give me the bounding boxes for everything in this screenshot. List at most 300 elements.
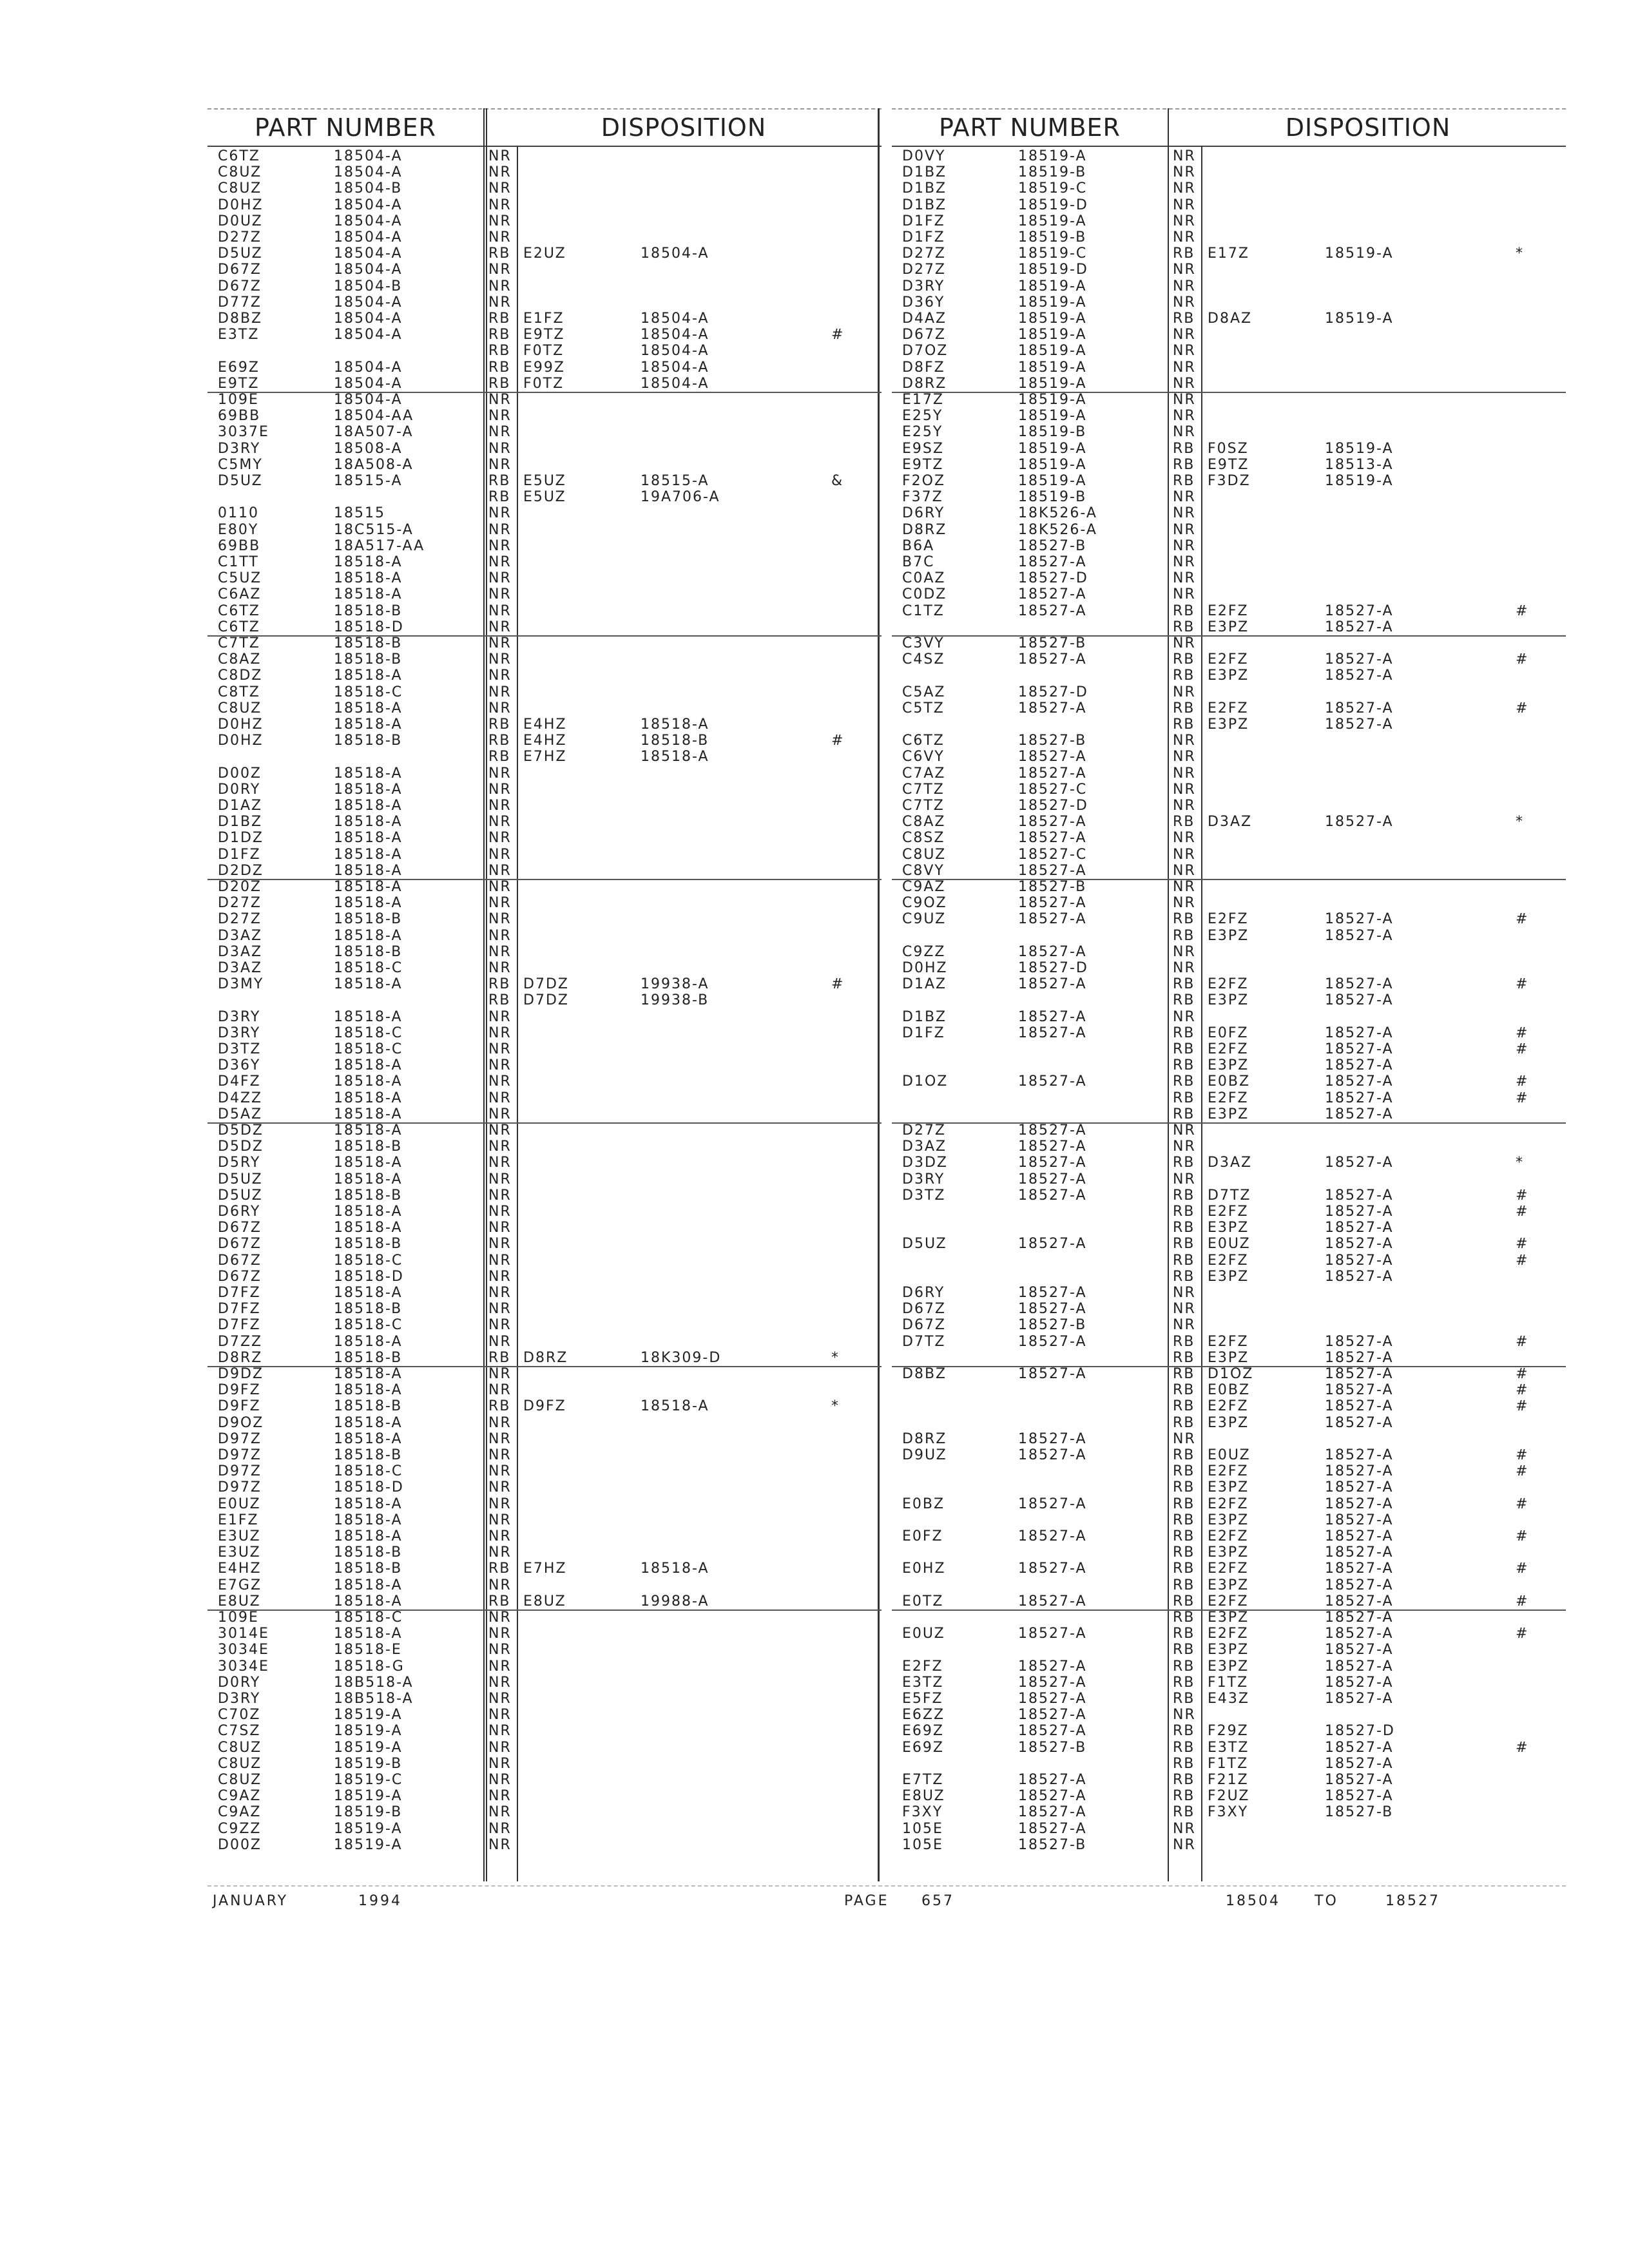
part-number: 18518-A [334, 862, 403, 879]
note-mark: # [1516, 1447, 1529, 1463]
part-prefix: D3RY [902, 1171, 945, 1187]
part-number: 18527-A [1018, 602, 1087, 619]
disposition-code: RB [1173, 1333, 1195, 1350]
part-number: 18518-A [334, 1008, 403, 1025]
replacement-number: 18527-A [1325, 1642, 1394, 1658]
part-prefix: C7AZ [902, 765, 946, 782]
disposition-code: NR [488, 1301, 512, 1318]
table-row [892, 1057, 1566, 1073]
table-row [892, 1756, 1566, 1772]
part-number: 18527-A [1018, 1593, 1087, 1610]
replacement-number: 18527-A [1325, 1333, 1394, 1350]
replacement-number: 18518-A [641, 749, 709, 765]
part-number: 18519-A [1018, 359, 1087, 376]
part-prefix: C6AZ [218, 586, 262, 603]
table-row [207, 782, 882, 798]
replacement-number: 18527-A [1325, 1155, 1394, 1171]
disposition-code: NR [488, 586, 512, 603]
part-number: 18504-A [334, 327, 403, 343]
part-number: 18504-A [334, 245, 403, 262]
part-number: 18504-A [334, 311, 403, 327]
part-prefix: D67Z [218, 278, 262, 294]
part-number: 18518-A [334, 1414, 403, 1431]
table-row [207, 489, 882, 505]
part-prefix: D1AZ [218, 798, 263, 814]
table-row [892, 895, 1566, 911]
disposition-code: NR [1173, 554, 1196, 570]
table-row [892, 1707, 1566, 1723]
table-row [207, 1658, 882, 1675]
footer-range-from: 18504 [1226, 1893, 1280, 1909]
disposition-code: NR [488, 262, 512, 278]
replacement-number: 18527-A [1325, 1106, 1394, 1122]
table-row [892, 1285, 1566, 1301]
part-prefix: D0RY [218, 781, 261, 798]
part-prefix: D27Z [218, 895, 262, 912]
part-prefix: D3AZ [902, 1139, 947, 1155]
disposition-code: RB [1173, 1723, 1195, 1740]
part-number: 18518-A [334, 1593, 403, 1610]
note-mark: # [1516, 1398, 1529, 1415]
part-prefix: D67Z [902, 1301, 947, 1318]
replacement-number: 18527-B [1325, 1804, 1394, 1821]
part-number: 18518-A [334, 1122, 403, 1139]
disposition-code: NR [488, 440, 512, 457]
disposition-code: RB [1173, 1024, 1195, 1041]
table-row [207, 1772, 882, 1788]
replacement-number: 18527-A [1325, 1512, 1394, 1528]
disposition-code: NR [1173, 343, 1196, 360]
replacement-prefix: E2FZ [1208, 1626, 1249, 1642]
part-prefix: E5FZ [902, 1691, 943, 1707]
part-number: 18519-A [334, 1788, 403, 1805]
table-row [207, 1204, 882, 1220]
replacement-number: 18519-A [1325, 245, 1394, 262]
part-prefix: E69Z [902, 1739, 944, 1756]
part-prefix: E3TZ [902, 1674, 944, 1691]
replacement-number: 18527-A [1325, 1772, 1394, 1788]
part-prefix: C5MY [218, 456, 263, 473]
part-prefix: C8TZ [218, 684, 260, 700]
note-mark: * [831, 1349, 840, 1366]
part-number: 18518-A [334, 846, 403, 863]
table-row [892, 213, 1566, 229]
part-number: 18527-B [1018, 733, 1087, 749]
disposition-code: NR [1173, 781, 1196, 798]
part-number: 18B518-A [334, 1691, 414, 1707]
part-prefix: E1FZ [218, 1512, 259, 1528]
part-prefix: D67Z [902, 327, 947, 343]
part-number: 18527-A [1018, 1187, 1087, 1204]
replacement-prefix: E17Z [1208, 245, 1249, 262]
replacement-number: 18504-A [641, 343, 709, 360]
table-row [207, 1139, 882, 1155]
disposition-code: NR [488, 1820, 512, 1837]
table-row [892, 245, 1566, 262]
part-number: 18518-A [334, 1090, 403, 1106]
table-row [207, 311, 882, 327]
table-row [207, 1837, 882, 1853]
replacement-prefix: E3PZ [1208, 1268, 1249, 1285]
replacement-prefix: F1TZ [1208, 1755, 1249, 1772]
table-row [207, 1285, 882, 1301]
part-number: 18518-B [334, 943, 403, 960]
disposition-code: NR [1173, 895, 1196, 912]
part-prefix: 3034E [218, 1642, 269, 1658]
disposition-code: NR [1173, 733, 1196, 749]
disposition-code: NR [1173, 164, 1196, 181]
part-prefix: D8RZ [902, 521, 947, 538]
note-mark: # [1516, 1024, 1529, 1041]
part-prefix: D27Z [902, 245, 947, 262]
part-prefix: 105E [902, 1820, 943, 1837]
part-number: 18518-C [334, 1252, 403, 1269]
table-row [207, 863, 882, 880]
replacement-prefix: E2FZ [1208, 651, 1249, 668]
part-prefix: E0UZ [218, 1495, 261, 1512]
table-row [892, 1269, 1566, 1285]
table-row [892, 1577, 1566, 1593]
disposition-code: NR [488, 1804, 512, 1821]
disposition-code: RB [488, 992, 511, 1009]
disposition-code: RB [1173, 1220, 1195, 1236]
part-number: 18527-A [1018, 1024, 1087, 1041]
table-row [892, 1642, 1566, 1658]
replacement-number: 18527-D [1325, 1723, 1395, 1740]
replacement-prefix: E3PZ [1208, 1414, 1249, 1431]
disposition-code: RB [1173, 1268, 1195, 1285]
disposition-code: RB [1173, 1544, 1195, 1561]
part-number: 18518-A [334, 554, 403, 570]
disposition-code: RB [1173, 311, 1195, 327]
part-prefix: D5UZ [218, 1187, 263, 1204]
disposition-code: NR [1173, 570, 1196, 587]
table-row [207, 327, 882, 343]
disposition-code: NR [488, 294, 512, 311]
disposition-code: NR [488, 1106, 512, 1122]
note-mark: * [1516, 245, 1524, 262]
part-prefix: E7GZ [218, 1577, 262, 1593]
table-row [892, 976, 1566, 992]
disposition-code: NR [1173, 327, 1196, 343]
part-prefix: E3UZ [218, 1544, 261, 1561]
disposition-code: NR [488, 960, 512, 976]
part-prefix: D97Z [218, 1479, 262, 1496]
disposition-code: NR [1173, 213, 1196, 229]
disposition-code: NR [488, 1204, 512, 1220]
note-mark: # [831, 976, 845, 993]
replacement-number: 18527-A [1325, 1090, 1394, 1106]
table-row [207, 294, 882, 311]
disposition-code: NR [1173, 749, 1196, 765]
part-prefix: C8UZ [218, 164, 262, 181]
part-prefix: C8UZ [218, 700, 262, 716]
table-row [892, 1025, 1566, 1041]
disposition-code: NR [1173, 765, 1196, 782]
part-number: 18518-C [334, 1463, 403, 1480]
disposition-code: NR [488, 1528, 512, 1544]
part-number: 18B518-A [334, 1674, 414, 1691]
table-row [892, 1788, 1566, 1804]
disposition-code: NR [488, 1642, 512, 1658]
table-row [892, 879, 1566, 895]
disposition-code: NR [1173, 505, 1196, 522]
table-row [892, 505, 1566, 521]
disposition-code: NR [1173, 1301, 1196, 1318]
disposition-code: NR [1173, 846, 1196, 863]
part-prefix: D1FZ [902, 229, 945, 245]
table-row [892, 294, 1566, 311]
disposition-code: NR [488, 570, 512, 587]
part-prefix: D4ZZ [218, 1090, 263, 1106]
part-number: 18527-A [1018, 1008, 1087, 1025]
part-prefix: D00Z [218, 765, 262, 782]
disposition-code: NR [488, 1333, 512, 1350]
disposition-code: NR [488, 798, 512, 814]
table-row [207, 1366, 882, 1382]
replacement-number: 18527-A [1325, 668, 1394, 684]
table-row [892, 863, 1566, 880]
replacement-number: 18527-A [1325, 1398, 1394, 1415]
disposition-code: RB [1173, 1236, 1195, 1253]
part-prefix: D1FZ [218, 846, 261, 863]
disposition-code: RB [488, 359, 511, 376]
part-number: 18527-A [1018, 1301, 1087, 1318]
part-number: 18518-D [334, 1479, 404, 1496]
replacement-number: 18527-A [1325, 1577, 1394, 1593]
table-row [207, 1463, 882, 1479]
disposition-code: NR [488, 619, 512, 635]
table-row [207, 765, 882, 782]
part-prefix: C8DZ [218, 668, 263, 684]
table-row [892, 830, 1566, 846]
part-prefix: D97Z [218, 1430, 262, 1447]
table-row [207, 1122, 882, 1139]
disposition-code: RB [1173, 927, 1195, 944]
note-mark: # [1516, 1333, 1529, 1350]
replacement-number: 18513-A [1325, 456, 1394, 473]
disposition-code: RB [1173, 1073, 1195, 1090]
table-row [892, 1447, 1566, 1463]
table-row [892, 782, 1566, 798]
part-number: 18527-A [1018, 1804, 1087, 1821]
part-number: 18527-B [1018, 879, 1087, 895]
part-number: 18527-A [1018, 554, 1087, 570]
part-prefix: 0110 [218, 505, 259, 522]
replacement-prefix: E3PZ [1208, 619, 1249, 635]
disposition-code: NR [488, 1382, 512, 1399]
disposition-code: RB [488, 1398, 511, 1415]
part-prefix: C9AZ [218, 1804, 262, 1821]
part-prefix: D3RY [218, 1024, 261, 1041]
table-row [207, 1496, 882, 1512]
part-number: 18518-A [334, 765, 403, 782]
table-row [892, 992, 1566, 1008]
table-row [207, 1301, 882, 1317]
replacement-number: 18527-A [1325, 1204, 1394, 1220]
part-number: 18518-C [334, 1317, 403, 1334]
part-prefix: D0HZ [218, 716, 264, 733]
table-row [207, 1642, 882, 1658]
disposition-code: NR [1173, 798, 1196, 814]
table-row [892, 814, 1566, 830]
replacement-prefix: E2FZ [1208, 1090, 1249, 1106]
part-number: 18518-C [334, 1024, 403, 1041]
part-prefix: D97Z [218, 1463, 262, 1480]
part-number: 18A508-A [334, 456, 414, 473]
part-number: 18518-A [334, 976, 403, 993]
disposition-code: NR [488, 521, 512, 538]
table-row [892, 1090, 1566, 1106]
table-row [892, 1155, 1566, 1171]
part-prefix: D9OZ [218, 1414, 264, 1431]
part-prefix: D3RY [218, 1691, 261, 1707]
part-prefix: D1BZ [902, 180, 947, 197]
replacement-number: 18515-A [641, 473, 709, 489]
part-number: 18519-A [334, 1707, 403, 1724]
part-prefix: D3DZ [902, 1155, 948, 1171]
part-prefix: D67Z [902, 1317, 947, 1334]
part-number: 18518-A [334, 1057, 403, 1074]
part-prefix: E0HZ [902, 1561, 946, 1577]
part-number: 18518-B [334, 635, 403, 651]
part-number: 18519-C [334, 1772, 403, 1788]
table-row [892, 960, 1566, 976]
replacement-number: 18527-A [1325, 1610, 1394, 1626]
disposition-code: NR [488, 1495, 512, 1512]
replacement-number: 18519-A [1325, 311, 1394, 327]
table-row [892, 392, 1566, 408]
table-row [207, 1691, 882, 1707]
disposition-code: NR [1173, 960, 1196, 976]
disposition-code: NR [488, 537, 512, 554]
replacement-prefix: E2FZ [1208, 1528, 1249, 1544]
part-number: 18518-A [334, 1528, 403, 1544]
table-row [892, 1122, 1566, 1139]
disposition-code: RB [488, 733, 511, 749]
table-row [892, 311, 1566, 327]
part-prefix: D67Z [218, 1268, 262, 1285]
part-prefix: D7TZ [902, 1333, 946, 1350]
disposition-code: NR [488, 781, 512, 798]
note-mark: # [1516, 1187, 1529, 1204]
table-row [892, 1382, 1566, 1398]
disposition-code: RB [1173, 1204, 1195, 1220]
part-prefix: D6RY [902, 505, 945, 522]
table-row [892, 1009, 1566, 1025]
disposition-code: NR [488, 1723, 512, 1740]
part-number: 18527-A [1018, 1155, 1087, 1171]
part-prefix: D27Z [218, 229, 262, 245]
footer-year: 1994 [358, 1893, 402, 1909]
table-row [892, 1041, 1566, 1057]
part-prefix: D9FZ [218, 1398, 261, 1415]
part-number: 18508-A [334, 440, 403, 457]
table-row [892, 1675, 1566, 1691]
table-row [892, 1837, 1566, 1853]
disposition-code: NR [488, 1139, 512, 1155]
disposition-code: NR [488, 1236, 512, 1253]
replacement-prefix: E3PZ [1208, 992, 1249, 1009]
replacement-number: 19A706-A [641, 489, 720, 506]
disposition-code: NR [488, 1187, 512, 1204]
replacement-prefix: E0BZ [1208, 1073, 1251, 1090]
disposition-code: NR [488, 1512, 512, 1528]
disposition-code: NR [1173, 586, 1196, 603]
table-row [207, 1447, 882, 1463]
table-row [207, 408, 882, 424]
part-number: 18527-A [1018, 1171, 1087, 1187]
part-prefix: D1AZ [902, 976, 947, 993]
part-number: 18518-A [334, 781, 403, 798]
part-prefix: B7C [902, 554, 935, 570]
table-row [207, 992, 882, 1008]
disposition-code: RB [1173, 976, 1195, 993]
replacement-number: 18527-A [1325, 1755, 1394, 1772]
disposition-code: NR [488, 1610, 512, 1626]
note-mark: # [831, 733, 845, 749]
part-prefix: D7FZ [218, 1317, 261, 1334]
part-prefix: C8UZ [218, 180, 262, 197]
replacement-prefix: F0SZ [1208, 440, 1249, 457]
table-row [207, 1756, 882, 1772]
replacement-prefix: E3PZ [1208, 1106, 1249, 1122]
part-number: 18504-AA [334, 408, 414, 425]
replacement-number: 18527-A [1325, 992, 1394, 1009]
note-mark: # [1516, 1366, 1529, 1382]
replacement-prefix: E7HZ [523, 1561, 567, 1577]
disposition-code: NR [488, 1285, 512, 1301]
part-prefix: D7FZ [218, 1285, 261, 1301]
disposition-code: NR [488, 911, 512, 928]
disposition-code: NR [1173, 862, 1196, 879]
part-prefix: D27Z [902, 262, 947, 278]
part-number: 18527-A [1018, 1430, 1087, 1447]
footer-month: JANUARY [213, 1893, 289, 1909]
table-row [207, 197, 882, 213]
replacement-number: 18527-A [1325, 1366, 1394, 1382]
replacement-number: 18527-A [1325, 1252, 1394, 1269]
part-number: 18519-A [1018, 294, 1087, 311]
table-row [207, 1577, 882, 1593]
replacement-prefix: E3PZ [1208, 1057, 1249, 1074]
part-number: 18519-A [1018, 456, 1087, 473]
disposition-code: NR [488, 1155, 512, 1171]
disposition-code: NR [488, 684, 512, 700]
replacement-prefix: E2FZ [1208, 976, 1249, 993]
part-prefix: C8SZ [902, 830, 945, 847]
part-number: 18518-A [334, 700, 403, 716]
replacement-prefix: E3PZ [1208, 927, 1249, 944]
replacement-prefix: E43Z [1208, 1691, 1249, 1707]
disposition-code: RB [1173, 1512, 1195, 1528]
part-prefix: E9TZ [902, 456, 944, 473]
right-table [892, 108, 1566, 1881]
part-number: 18527-A [1018, 814, 1087, 831]
disposition-code: RB [1173, 1106, 1195, 1122]
part-prefix: D36Y [218, 1057, 261, 1074]
disposition-code: NR [488, 148, 512, 164]
disposition-code: NR [488, 635, 512, 651]
replacement-prefix: E2FZ [1208, 1463, 1249, 1480]
part-prefix: E4HZ [218, 1561, 262, 1577]
table-row [892, 278, 1566, 294]
replacement-number: 18527-A [1325, 927, 1394, 944]
part-number: 18519-B [334, 1755, 403, 1772]
part-prefix: C1TT [218, 554, 259, 570]
table-row [207, 928, 882, 944]
part-number: 18527-A [1018, 1772, 1087, 1788]
